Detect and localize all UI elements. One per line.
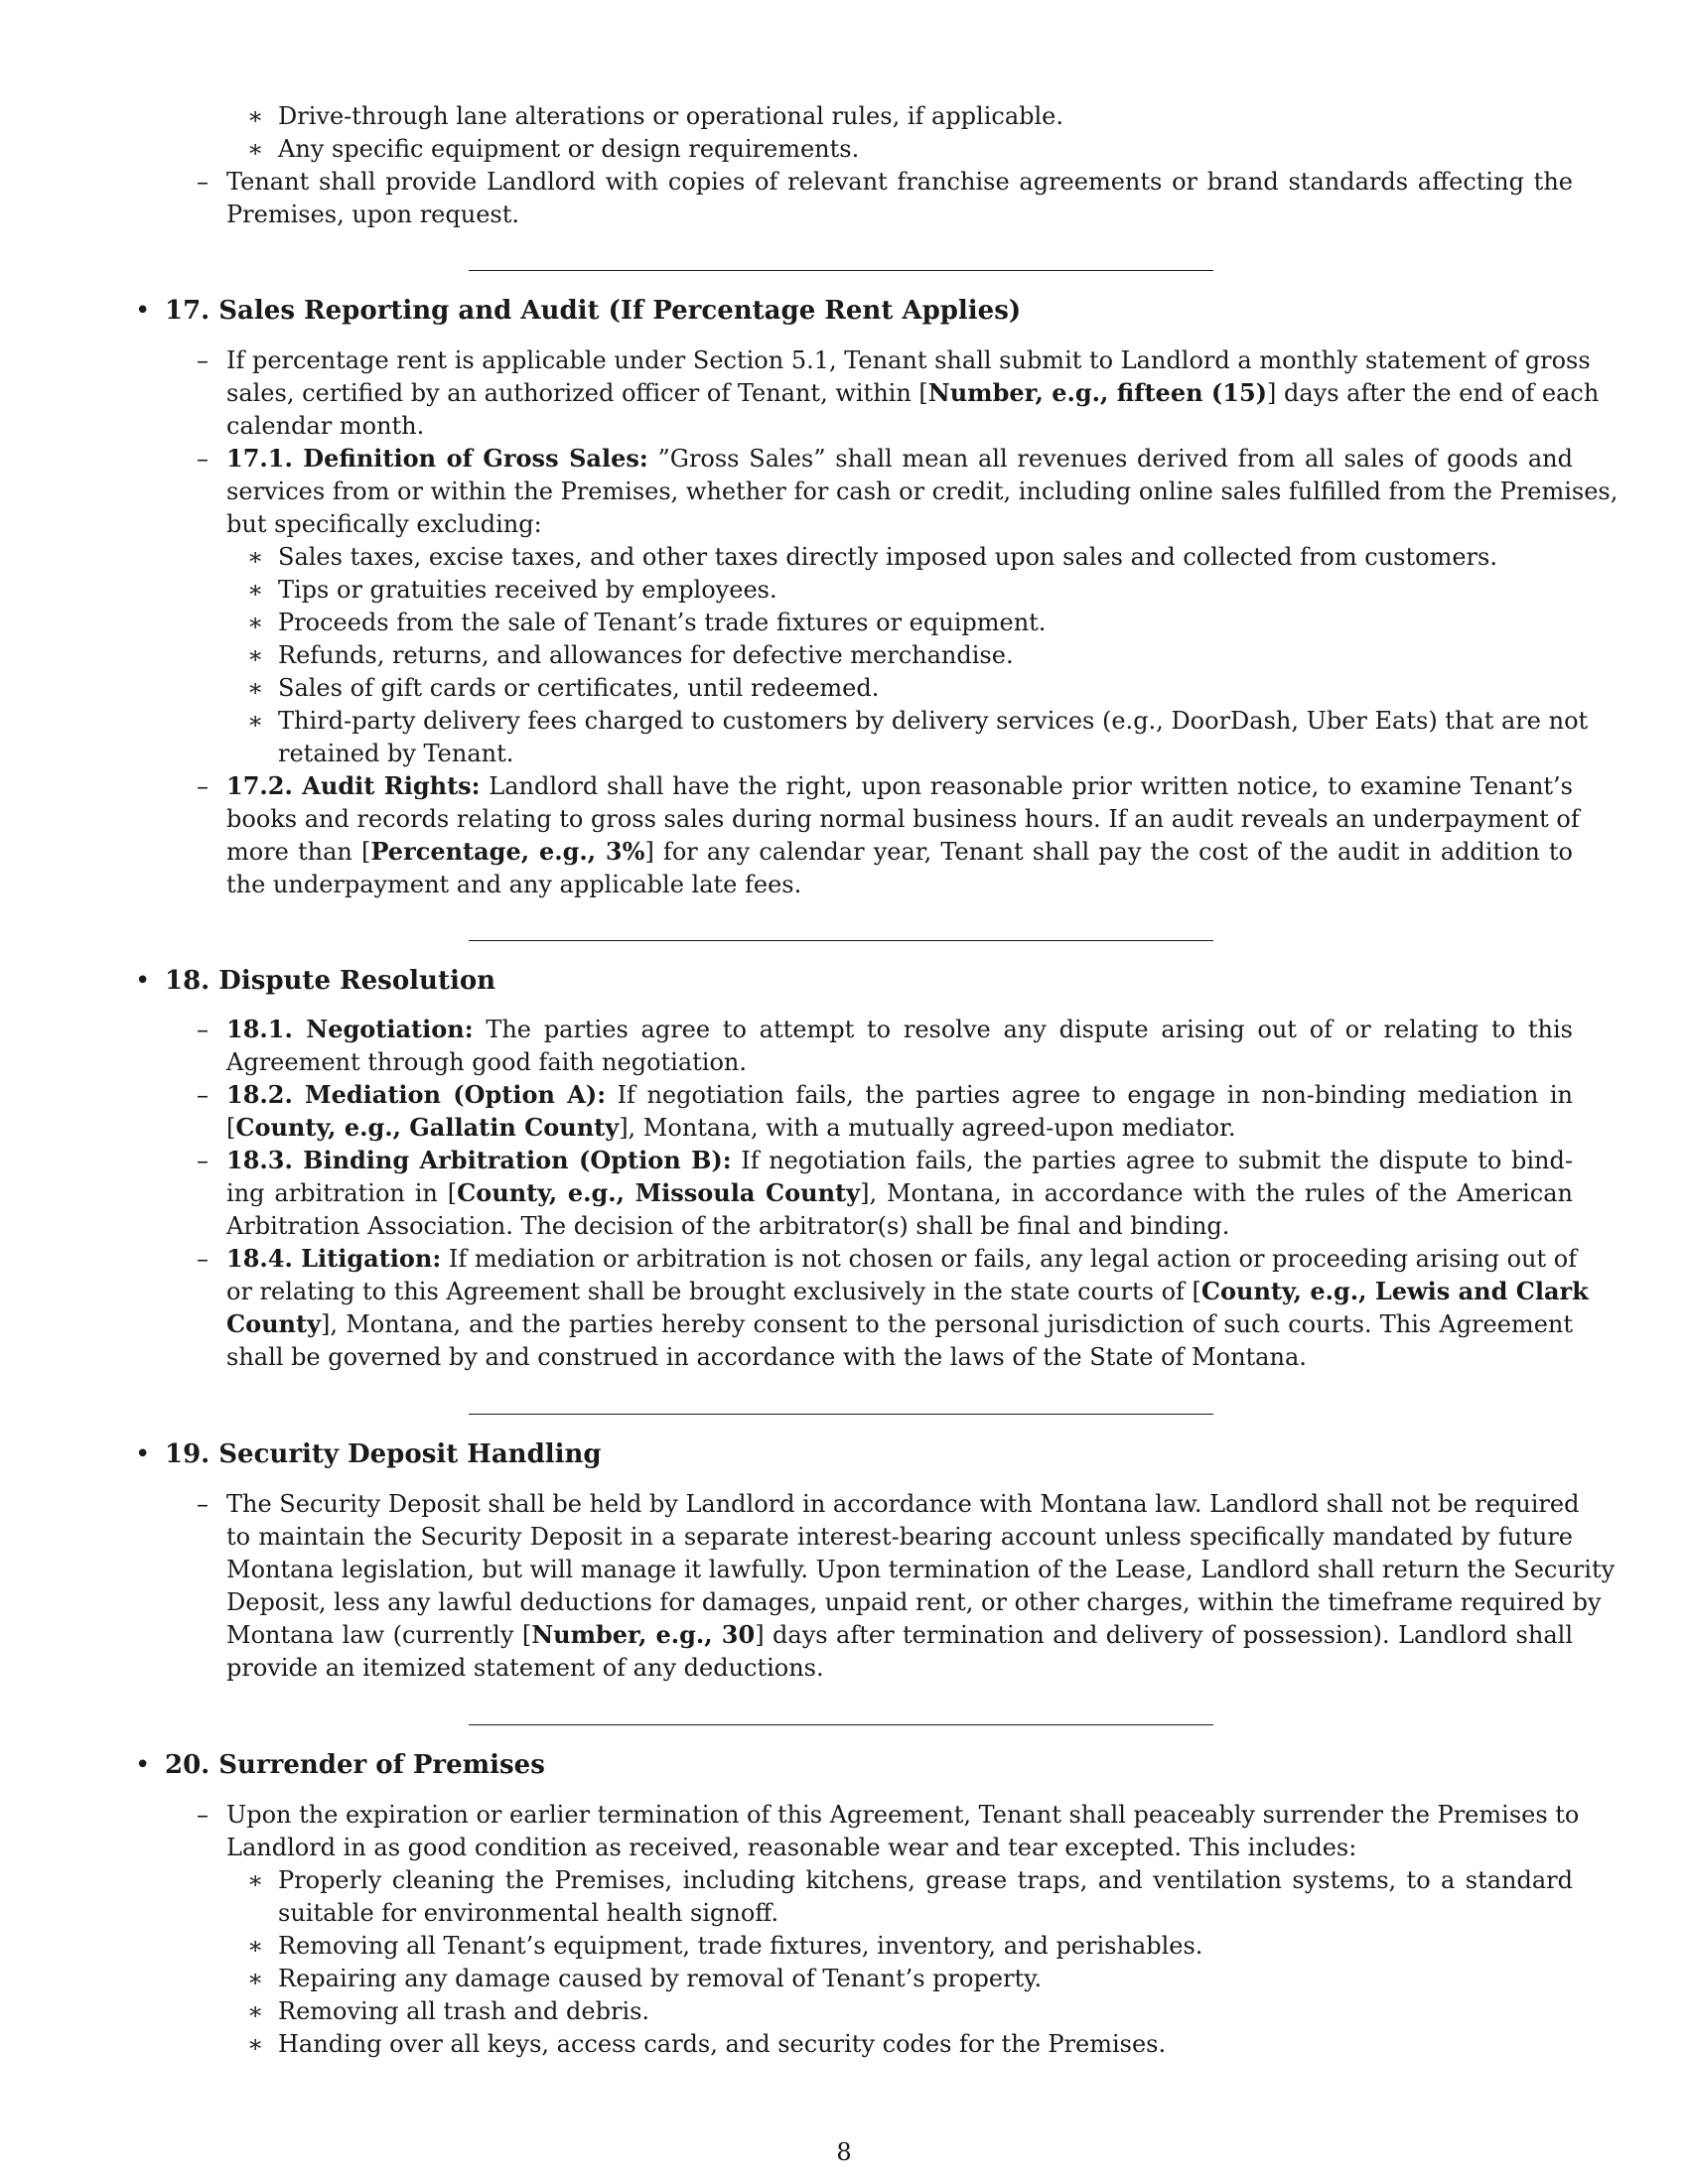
- list-item-continuation: retained by Tenant.: [278, 740, 514, 767]
- list-item: Tenant shall provide Landlord with copies of relevant franchise agreements or brand standards affecting the: [226, 168, 1573, 196]
- paragraph-line: Montana law (currently [Number, e.g., 30] days after termination and delivery of possession). Landlord shall: [226, 1620, 1573, 1649]
- section-divider: [469, 1414, 1213, 1415]
- list-marker: ∗: [247, 674, 264, 702]
- paragraph-line: sales, certified by an authorized officer of Tenant, within [Number, e.g., fifteen (15)] days after the end of each: [226, 378, 1600, 407]
- section-heading: 20. Surrender of Premises: [165, 1750, 545, 1780]
- list-marker: –: [197, 1245, 209, 1273]
- paragraph-line: Landlord in as good condition as received, reasonable wear and tear excepted. This includes:: [226, 1834, 1357, 1861]
- list-item: Sales taxes, excise taxes, and other taxes directly imposed upon sales and collected from customers.: [278, 543, 1497, 571]
- list-item: Proceeds from the sale of Tenant’s trade fixtures or equipment.: [278, 609, 1047, 636]
- paragraph-line: 18.3. Binding Arbitration (Option B): If negotiation fails, the parties agree to submit the dispute to bind-: [226, 1146, 1573, 1174]
- list-item-continuation: suitable for environmental health signoff.: [278, 1899, 779, 1927]
- section-heading: 18. Dispute Resolution: [165, 966, 496, 996]
- paragraph-line: If percentage rent is applicable under Section 5.1, Tenant shall submit to Landlord a monthly statement of gross: [226, 346, 1591, 374]
- list-item-continuation: Premises, upon request.: [226, 201, 519, 228]
- paragraph-line: Agreement through good faith negotiation.: [226, 1048, 748, 1076]
- paragraph-line: but specifically excluding:: [226, 510, 542, 538]
- list-marker: ∗: [247, 641, 264, 669]
- list-marker: ∗: [247, 609, 264, 636]
- list-item: Any specific equipment or design requirements.: [278, 135, 860, 163]
- paragraph-line: services from or within the Premises, whether for cash or credit, including online sales fulfilled from the Premises,: [226, 478, 1618, 505]
- paragraph-line: ing arbitration in [County, e.g., Missoula County], Montana, in accordance with the rules of the American: [226, 1178, 1573, 1207]
- list-item: Tips or gratuities received by employees.: [278, 576, 777, 604]
- list-marker: –: [197, 1147, 209, 1174]
- list-marker: –: [197, 1490, 209, 1518]
- list-item: Refunds, returns, and allowances for defective merchandise.: [278, 641, 1014, 669]
- list-marker: ∗: [247, 102, 264, 130]
- list-marker: –: [197, 346, 209, 374]
- paragraph-line: Arbitration Association. The decision of the arbitrator(s) shall be final and binding.: [226, 1212, 1230, 1240]
- section-heading: 19. Security Deposit Handling: [165, 1439, 602, 1469]
- paragraph-line: more than [Percentage, e.g., 3%] for any calendar year, Tenant shall pay the cost of the audit in addition to: [226, 837, 1574, 866]
- list-marker: –: [197, 1081, 209, 1109]
- paragraph-line: County], Montana, and the parties hereby consent to the personal jurisdiction of such courts. This Agreement: [226, 1309, 1573, 1338]
- paragraph-line: books and records relating to gross sales during normal business hours. If an audit reveals an underpayment of: [226, 805, 1580, 833]
- section-bullet: •: [135, 1439, 151, 1469]
- paragraph-line: provide an itemized statement of any deductions.: [226, 1654, 824, 1682]
- section-bullet: •: [135, 296, 151, 326]
- section-bullet: •: [135, 966, 151, 996]
- list-item: Removing all Tenant’s equipment, trade fixtures, inventory, and perishables.: [278, 1932, 1203, 1960]
- section-divider: [469, 1724, 1213, 1725]
- section-divider: [469, 940, 1213, 941]
- paragraph-line: the underpayment and any applicable late fees.: [226, 871, 802, 898]
- list-marker: ∗: [247, 1932, 264, 1960]
- list-marker: –: [197, 445, 209, 473]
- paragraph-line: Deposit, less any lawful deductions for damages, unpaid rent, or other charges, within the timeframe required by: [226, 1588, 1602, 1616]
- paragraph-line: calendar month.: [226, 412, 425, 440]
- list-item: Properly cleaning the Premises, including kitchens, grease traps, and ventilation systems, to a standard: [278, 1866, 1573, 1894]
- section-heading: 17. Sales Reporting and Audit (If Percentage Rent Applies): [165, 296, 1022, 326]
- list-marker: ∗: [247, 707, 264, 735]
- paragraph-line: 17.2. Audit Rights: Landlord shall have the right, upon reasonable prior written notice, to examine Tenant’s: [226, 771, 1573, 800]
- list-marker: ∗: [247, 1997, 264, 2025]
- paragraph-line: or relating to this Agreement shall be brought exclusively in the state courts of [County, e.g., Lewis and Clark: [226, 1277, 1589, 1305]
- paragraph-line: 18.2. Mediation (Option A): If negotiation fails, the parties agree to engage in non-binding mediation in: [226, 1080, 1573, 1109]
- list-marker: –: [197, 168, 209, 196]
- paragraph-line: Montana legislation, but will manage it lawfully. Upon termination of the Lease, Landlord shall return the Security: [226, 1556, 1616, 1583]
- list-marker: ∗: [247, 1965, 264, 1992]
- list-marker: –: [197, 1801, 209, 1829]
- paragraph-line: The Security Deposit shall be held by Landlord in accordance with Montana law. Landlord shall not be required: [226, 1490, 1580, 1518]
- list-marker: –: [197, 772, 209, 800]
- list-item: Sales of gift cards or certificates, until redeemed.: [278, 674, 880, 702]
- section-bullet: •: [135, 1750, 151, 1780]
- list-marker: –: [197, 1016, 209, 1043]
- paragraph-line: 17.1. Definition of Gross Sales: ”Gross Sales” shall mean all revenues derived from all sales of goods and: [226, 444, 1573, 473]
- paragraph-line: to maintain the Security Deposit in a separate interest-bearing account unless specifically mandated by future: [226, 1523, 1573, 1551]
- list-item: Third-party delivery fees charged to customers by delivery services (e.g., DoorDash, Uber Eats) that are not: [278, 707, 1589, 735]
- list-marker: ∗: [247, 135, 264, 163]
- list-marker: ∗: [247, 2030, 264, 2058]
- list-marker: ∗: [247, 543, 264, 571]
- section-divider: [469, 270, 1213, 271]
- list-item: Removing all trash and debris.: [278, 1997, 650, 2025]
- list-item: Handing over all keys, access cards, and security codes for the Premises.: [278, 2030, 1167, 2058]
- list-item: Repairing any damage caused by removal of Tenant’s property.: [278, 1965, 1043, 1992]
- paragraph-line: 18.1. Negotiation: The parties agree to attempt to resolve any dispute arising out of or relating to this: [226, 1015, 1573, 1043]
- list-marker: ∗: [247, 576, 264, 604]
- paragraph-line: Upon the expiration or earlier termination of this Agreement, Tenant shall peaceably surrender the Premises to: [226, 1801, 1580, 1829]
- list-marker: ∗: [247, 1866, 264, 1894]
- paragraph-line: shall be governed by and construed in accordance with the laws of the State of Montana.: [226, 1343, 1307, 1371]
- list-item: Drive-through lane alterations or operational rules, if applicable.: [278, 102, 1064, 130]
- page-number: 8: [836, 2138, 852, 2166]
- paragraph-line: 18.4. Litigation: If mediation or arbitration is not chosen or fails, any legal action or proceeding arising out of: [226, 1244, 1578, 1273]
- paragraph-line: [County, e.g., Gallatin County], Montana, with a mutually agreed-upon mediator.: [226, 1113, 1236, 1142]
